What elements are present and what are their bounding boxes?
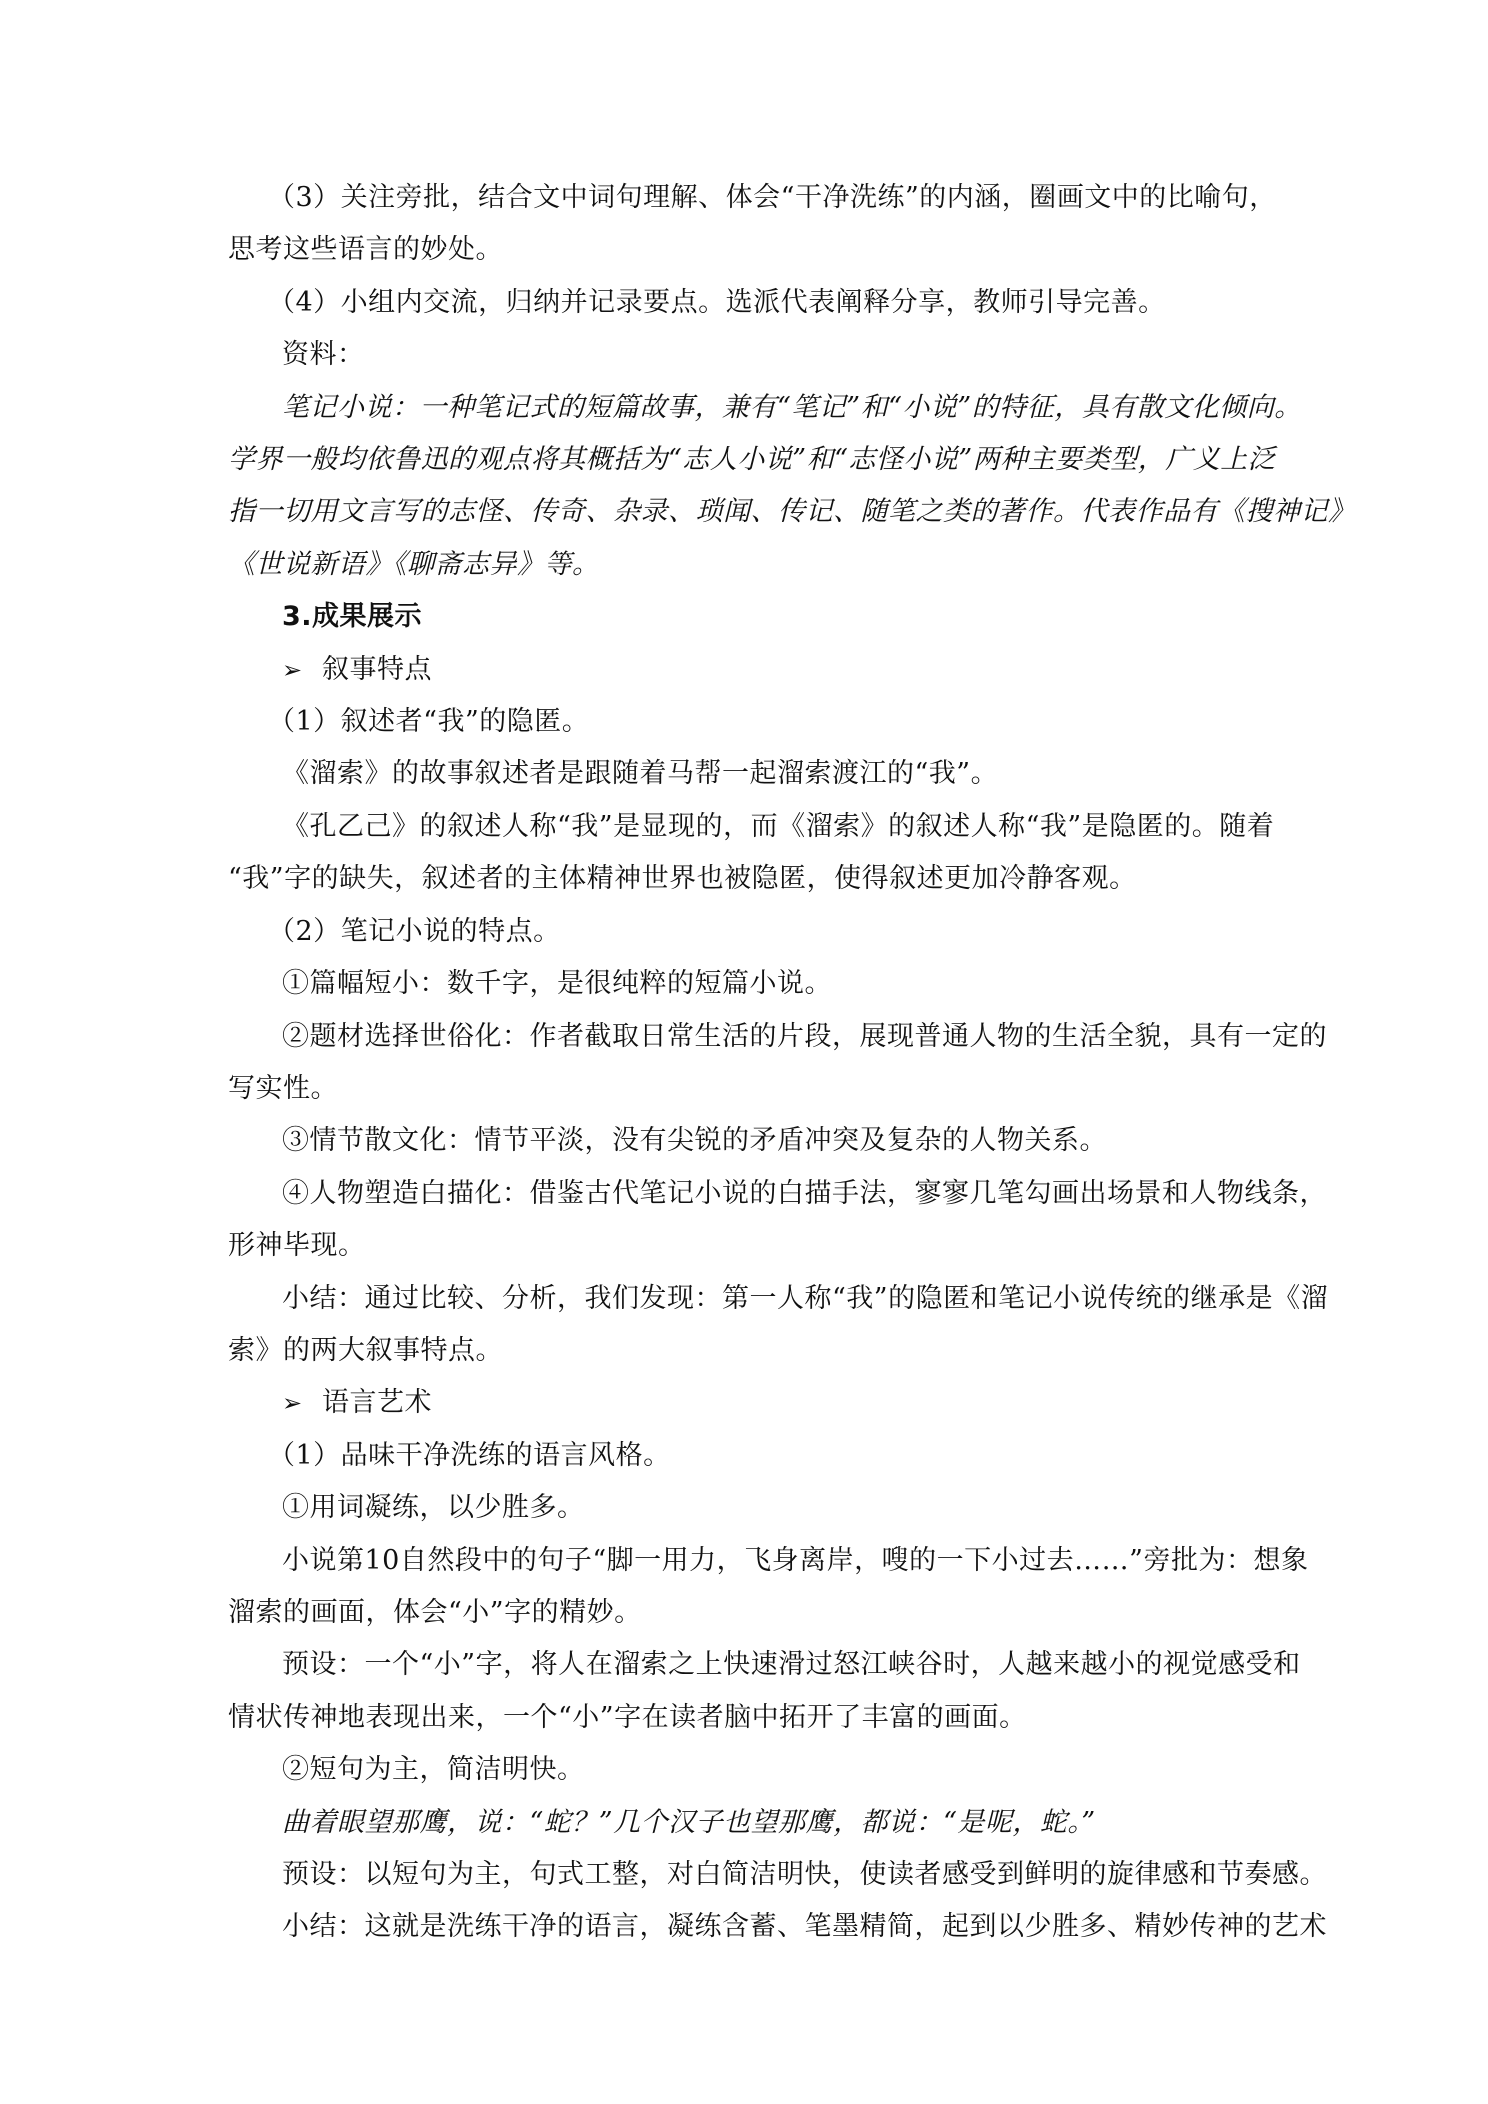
text-line: 指一切用文言写的志怪、传奇、杂录、琐闻、传记、随笔之类的著作。代表作品有《搜神记》 xyxy=(228,496,1356,528)
document-page xyxy=(228,172,1356,1954)
paragraph-summary: 小结：这就是洗练干净的语言，凝练含蓄、笔墨精简，起到以少胜多、精妙传神的艺术 xyxy=(282,1911,1327,1943)
paragraph-comparison xyxy=(228,801,1275,906)
list-item xyxy=(228,1011,1327,1116)
text-line: 思考这些语言的妙处。 xyxy=(228,234,503,266)
bullet-label: 语言艺术 xyxy=(322,1387,432,1419)
bullet-label: 叙事特点 xyxy=(322,653,432,685)
text-line: 《孔乙己》的叙述人称“我”是显现的，而《溜索》的叙述人称“我”是隐匿的。随着 xyxy=(282,810,1275,842)
bullet-language-art xyxy=(228,1377,1268,1429)
subheading-narrator: （1）叙述者“我”的隐匿。 xyxy=(268,706,590,738)
list-item xyxy=(228,1168,1327,1273)
materials-label: 资料： xyxy=(282,339,365,371)
list-item: ③情节散文化：情节平淡，没有尖锐的矛盾冲突及复杂的人物关系。 xyxy=(282,1125,1107,1157)
text-line: ④人物塑造白描化：借鉴古代笔记小说的白描手法，寥寥几笔勾画出场景和人物线条， xyxy=(282,1177,1327,1209)
text-line: 形神毕现。 xyxy=(228,1230,366,1262)
paragraph-summary xyxy=(228,1273,1329,1378)
text-line: 索》的两大叙事特点。 xyxy=(228,1334,503,1366)
paragraph-read-annotations xyxy=(228,172,1277,277)
paragraph-materials-definition xyxy=(228,382,1356,592)
quoted-excerpt: 曲着眼望那鹰，说：“蛇？”几个汉子也望那鹰，都说：“是呢，蛇。” xyxy=(282,1806,1096,1838)
paragraph-preset xyxy=(228,1639,1301,1744)
arrow-bullet-icon: ➢ xyxy=(282,655,303,684)
text-line: 学界一般均依鲁迅的观点将其概括为“志人小说”和“志怪小说”两种主要类型，广义上泛 xyxy=(228,444,1276,476)
text-line: （3）关注旁批，结合文中词句理解、体会“干净洗练”的内涵，圈画文中的比喻句， xyxy=(268,182,1277,213)
text-line: 预设：一个“小”字，将人在溜索之上快速滑过怒江峡谷时，人越来越小的视觉感受和 xyxy=(282,1649,1301,1681)
subheading-language-style: （1）品味干净洗练的语言风格。 xyxy=(268,1439,671,1471)
list-item: ②短句为主，简洁明快。 xyxy=(282,1754,585,1786)
list-item: ①篇幅短小：数千字，是很纯粹的短篇小说。 xyxy=(282,968,832,1000)
bullet-narrative-features xyxy=(228,644,1268,696)
text-line: 小说第10自然段中的句子“脚一用力，飞身离岸，嗖的一下小过去……”旁批为：想象 xyxy=(282,1544,1309,1576)
paragraph-text: 《溜索》的故事叙述者是跟随着马帮一起溜索渡江的“我”。 xyxy=(282,758,999,790)
paragraph-preset: 预设：以短句为主，句式工整，对白简洁明快，使读者感受到鲜明的旋律感和节奏感。 xyxy=(282,1859,1327,1890)
arrow-bullet-icon: ➢ xyxy=(282,1389,303,1418)
paragraph-group-discussion: （4）小组内交流，归纳并记录要点。选派代表阐释分享，教师引导完善。 xyxy=(268,286,1166,318)
text-line: “我”字的缺失，叙述者的主体精神世界也被隐匿，使得叙述更加冷静客观。 xyxy=(228,863,1137,895)
section-heading-results: 3.成果展示 xyxy=(282,601,423,633)
text-line: 《世说新语》《聊斋志异》等。 xyxy=(228,548,600,580)
text-line: 写实性。 xyxy=(228,1072,338,1104)
text-line: 小结：通过比较、分析，我们发现：第一人称“我”的隐匿和笔记小说传统的继承是《溜 xyxy=(282,1282,1329,1314)
text-line: 情状传神地表现出来，一个“小”字在读者脑中拓开了丰富的画面。 xyxy=(228,1701,1027,1733)
list-item: ①用词凝练，以少胜多。 xyxy=(282,1492,585,1524)
subheading-note-novel: （2）笔记小说的特点。 xyxy=(268,915,561,947)
text-line: ②题材选择世俗化：作者截取日常生活的片段，展现普通人物的生活全貌，具有一定的 xyxy=(282,1020,1327,1052)
paragraph-quote-annotation xyxy=(228,1535,1309,1640)
text-line: 溜索的画面，体会“小”字的精妙。 xyxy=(228,1596,642,1628)
text-line: 笔记小说：一种笔记式的短篇故事，兼有“笔记”和“小说”的特征，具有散文化倾向。 xyxy=(282,391,1302,423)
